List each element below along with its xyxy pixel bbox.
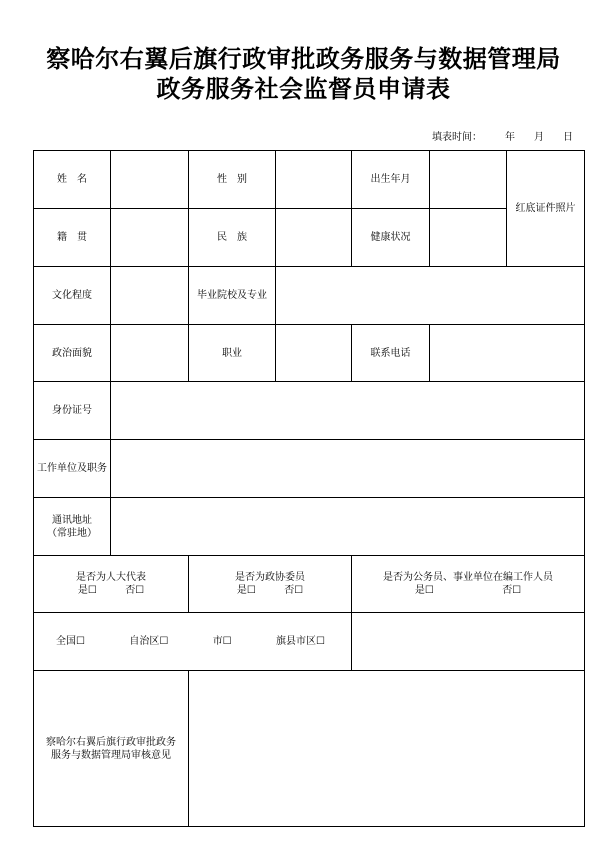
level-options-cell xyxy=(34,613,352,671)
label-education: 文化程度 xyxy=(34,267,111,325)
level-national-checkbox[interactable]: 全国☐ xyxy=(56,636,85,647)
field-health[interactable] xyxy=(430,209,507,267)
label-id-number: 身份证号 xyxy=(34,382,111,440)
label-address-line2: （常驻地） xyxy=(47,527,97,539)
review-label-line2: 服务与数据管理局审核意见 xyxy=(51,749,171,761)
field-ethnicity[interactable] xyxy=(276,209,352,267)
label-political-status: 政治面貌 xyxy=(34,325,111,382)
field-gender[interactable] xyxy=(276,151,352,209)
label-phone: 联系电话 xyxy=(352,325,430,382)
npc-question: 是否为人大代表 xyxy=(76,572,146,583)
photo-cell[interactable]: 红底证件照片 xyxy=(507,151,585,267)
review-label-cell xyxy=(34,671,189,827)
field-occupation[interactable] xyxy=(276,325,352,382)
label-occupation: 职业 xyxy=(189,325,276,382)
cppcc-yes-checkbox[interactable]: 是☐ xyxy=(236,585,256,596)
npc-no-checkbox[interactable]: 否☐ xyxy=(125,585,145,596)
form-title-line1: 察哈尔右翼后旗行政审批政务服务与数据管理局 xyxy=(46,44,561,73)
label-name: 姓 名 xyxy=(34,151,111,209)
field-phone[interactable] xyxy=(430,325,585,382)
fill-date-year: 年 xyxy=(505,132,515,143)
civil-servant-no-checkbox[interactable]: 否☐ xyxy=(502,585,522,596)
field-workplace[interactable] xyxy=(111,440,585,498)
cppcc-question-cell xyxy=(189,556,352,613)
label-native-place: 籍 贯 xyxy=(34,209,111,267)
label-address-line1: 通讯地址 xyxy=(52,514,92,526)
npc-question-cell xyxy=(34,556,189,613)
label-gender: 性 别 xyxy=(189,151,276,209)
civil-servant-question-cell xyxy=(352,556,585,613)
label-address xyxy=(34,498,111,556)
fill-date-day: 日 xyxy=(563,132,573,143)
field-address[interactable] xyxy=(111,498,585,556)
field-native-place[interactable] xyxy=(111,209,189,267)
level-city-checkbox[interactable]: 市☐ xyxy=(212,636,232,647)
field-education[interactable] xyxy=(111,267,189,325)
field-political-status[interactable] xyxy=(111,325,189,382)
civil-servant-yes-checkbox[interactable]: 是☐ xyxy=(414,585,434,596)
civil-servant-question: 是否为公务员、事业单位在编工作人员 xyxy=(383,572,553,583)
field-name[interactable] xyxy=(111,151,189,209)
field-birth[interactable] xyxy=(430,151,507,209)
label-birth: 出生年月 xyxy=(352,151,430,209)
cppcc-no-checkbox[interactable]: 否☐ xyxy=(284,585,304,596)
label-school-major: 毕业院校及专业 xyxy=(189,267,276,325)
level-blank-cell[interactable] xyxy=(352,613,585,671)
review-label-line1: 察哈尔右翼后旗行政审批政务 xyxy=(46,736,176,748)
application-form-table xyxy=(33,150,585,827)
npc-yes-checkbox[interactable]: 是☐ xyxy=(77,585,97,596)
label-health: 健康状况 xyxy=(352,209,430,267)
cppcc-question: 是否为政协委员 xyxy=(235,572,305,583)
fill-date-label: 填表时间： xyxy=(432,132,482,143)
field-school-major[interactable] xyxy=(276,267,585,325)
form-title-line2: 政务服务社会监督员申请表 xyxy=(156,74,451,103)
level-banner-county-checkbox[interactable]: 旗县市区☐ xyxy=(276,636,325,647)
field-id-number[interactable] xyxy=(111,382,585,440)
label-ethnicity: 民 族 xyxy=(189,209,276,267)
fill-date-month: 月 xyxy=(534,132,544,143)
label-workplace: 工作单位及职务 xyxy=(34,440,111,498)
level-autonomous-region-checkbox[interactable]: 自治区☐ xyxy=(129,636,169,647)
review-opinion-field[interactable] xyxy=(189,671,585,827)
